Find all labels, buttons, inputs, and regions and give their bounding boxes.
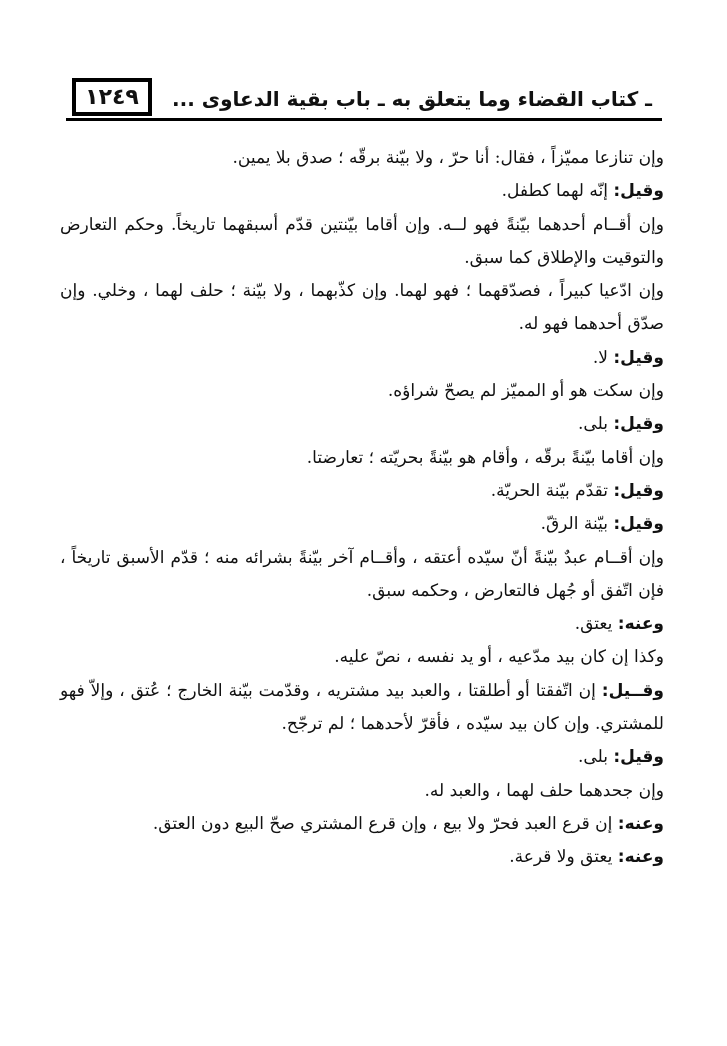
paragraph-text: يعتق ولا قرعة. (509, 847, 618, 868)
paragraph (60, 608, 664, 641)
paragraph-text: بلى. (578, 414, 614, 435)
paragraph (60, 508, 664, 541)
paragraph-label: وقيل: (613, 480, 664, 501)
paragraph (60, 275, 664, 342)
paragraph (60, 775, 664, 808)
running-title: ـ كتاب القضاء وما يتعلق به ـ باب بقية الدعاوى ... (172, 87, 652, 111)
paragraph-label: وعنه: (617, 614, 664, 635)
paragraph-text: إنّه لهما كطفل. (501, 181, 614, 202)
paragraph (60, 475, 664, 508)
paragraph-label: وقيل: (613, 747, 664, 768)
paragraph-text: لا. (592, 347, 614, 368)
body-text (60, 142, 664, 875)
paragraph-label: وقــيل: (601, 680, 664, 701)
paragraph (60, 342, 664, 375)
paragraph (60, 375, 664, 408)
paragraph-text: إن قرع العبد فحرّ ولا بيع ، وإن قرع المشتري صحّ البيع دون العتق. (152, 813, 618, 834)
paragraph (60, 142, 664, 175)
paragraph-text: وكذا إن كان بيد مدّعيه ، أو يد نفسه ، نصّ عليه. (334, 647, 664, 668)
paragraph-label: وقيل: (613, 347, 664, 368)
paragraph (60, 841, 664, 874)
paragraph-text: وإن تنازعا مميّزاً ، فقال: أنا حرّ ، ولا بيّنة برقّه ؛ صدق بلا يمين. (232, 148, 664, 168)
paragraph-text: وإن سكت هو أو المميّز لم يصحّ شراؤه. (387, 381, 664, 402)
paragraph-text: يعتق. (574, 614, 618, 635)
paragraph-text: وإن أقاما بيّنةً برقّه ، وأقام هو بيّنةً بحريّته ؛ تعارضتا. (306, 447, 664, 468)
page-header (66, 78, 662, 126)
paragraph (60, 808, 664, 841)
paragraph-label: وقيل: (613, 514, 664, 535)
paragraph-text: بيّنة الرقّ. (540, 514, 614, 535)
header-rule (66, 118, 662, 121)
paragraph (60, 209, 664, 276)
paragraph-text: تقدّم بيّنة الحريّة. (490, 480, 614, 501)
paragraph (60, 675, 664, 742)
paragraph (60, 442, 664, 475)
paragraph-text: بلى. (578, 747, 614, 768)
paragraph-text: وإن أقــام أحدهما بيّنةً فهو لــه. وإن أقاما بيّنتين قدّم أسبقهما تاريخاً. وحكم التعارض والتوقيت والإطلاق كما سبق. (60, 214, 664, 268)
paragraph (60, 641, 664, 674)
paragraph-label: وعنه: (617, 847, 664, 868)
paragraph-text: وإن جحدهما حلف لهما ، والعبد له. (424, 780, 664, 801)
paragraph-label: وعنه: (617, 813, 664, 834)
paragraph (60, 175, 664, 208)
paragraph (60, 408, 664, 441)
paragraph-label: وقيل: (613, 414, 664, 435)
paragraph-text: وإن ادّعيا كبيراً ، فصدّقهما ؛ فهو لهما. وإن كذّبهما ، ولا بيّنة ؛ حلف لهما ، وخلي. وإن صدّق أحدهما فهو له. (60, 281, 664, 335)
paragraph (60, 542, 664, 609)
paragraph (60, 741, 664, 774)
paragraph-label: وقيل: (613, 181, 664, 202)
page-number: ١٢٤٩ (72, 78, 152, 116)
paragraph-text: وإن أقــام عبدٌ بيّنةً أنّ سيّده أعتقه ، وأقــام آخر بيّنةً بشرائه منه ؛ قدّم الأسبق تاريخاً ، فإن اتّفق أو جُهل فالتعارض ، وحكمه سبق. (60, 547, 664, 601)
paragraph-text: إن اتّفقتا أو أطلقتا ، والعبد بيد مشتريه ، وقدّمت بيّنة الخارج ؛ عُتق ، وإلاّ فهو للمشتري. وإن كان بيد سيّده ، فأقرّ لأحدهما ؛ لم ترجّح. (60, 680, 664, 735)
